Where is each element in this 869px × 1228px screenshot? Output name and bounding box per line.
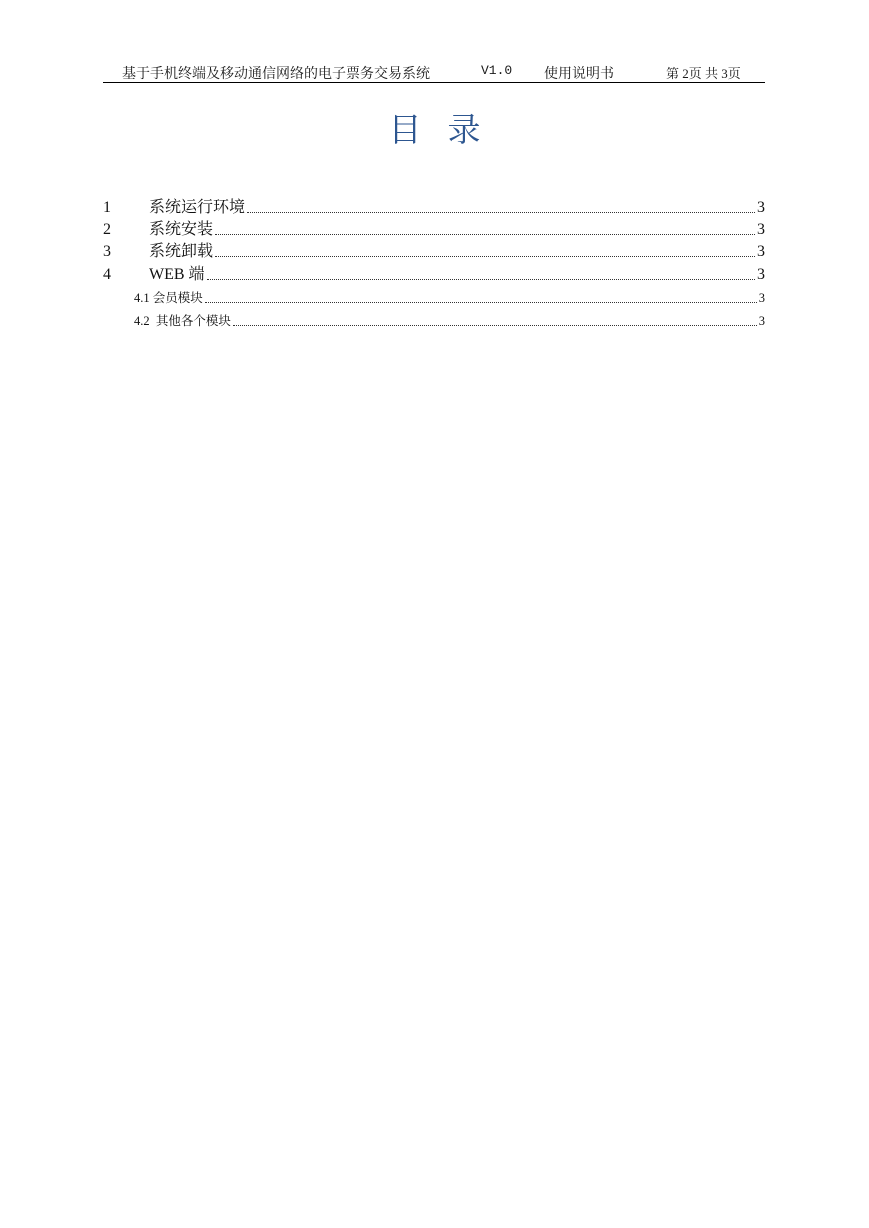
toc-entry-label: 系统运行环境 (149, 199, 246, 216)
toc-entry-page: 3 (757, 199, 765, 216)
toc-entry-page: 3 (757, 221, 765, 238)
toc-entry-number: 1 (103, 199, 111, 216)
toc-entry-label: 4.1 会员模块 (134, 291, 203, 305)
toc-entry-page: 3 (758, 291, 765, 305)
toc-entry-page: 3 (757, 266, 765, 283)
document-title: 基于手机终端及移动通信网络的电子票务交易系统 (122, 67, 430, 82)
toc-entry-1[interactable] (103, 195, 765, 217)
toc-entry-number: 3 (103, 243, 111, 260)
toc-entry-3[interactable] (103, 239, 765, 261)
toc-dot-leader (207, 278, 755, 280)
toc-entry-label: 系统卸载 (149, 243, 214, 260)
toc-entry-label: 系统安装 (149, 221, 214, 238)
page-header (103, 60, 765, 83)
toc-entry-number: 4 (103, 266, 111, 283)
toc-entry-page: 3 (757, 243, 765, 260)
toc-entry-label: WEB 端 (149, 266, 205, 283)
toc-entry-label: 4.2 其他各个模块 (134, 314, 231, 328)
toc-dot-leader (215, 255, 755, 257)
toc-entry-number: 2 (103, 221, 111, 238)
toc-dot-leader (215, 233, 755, 235)
toc-entry-4-1[interactable] (134, 284, 765, 306)
toc-heading: 目录 (388, 113, 507, 149)
toc-dot-leader (233, 324, 757, 326)
document-type: 使用说明书 (544, 67, 614, 82)
toc-dot-leader (247, 211, 755, 213)
document-version: V1.0 (481, 63, 513, 78)
toc-entry-2[interactable] (103, 217, 765, 239)
toc-entry-4[interactable] (103, 262, 765, 284)
toc-entry-4-2[interactable] (134, 307, 765, 329)
toc-entry-page: 3 (758, 314, 765, 328)
toc-dot-leader (205, 301, 757, 303)
page-info: 第 2页 共 3页 (666, 66, 741, 81)
